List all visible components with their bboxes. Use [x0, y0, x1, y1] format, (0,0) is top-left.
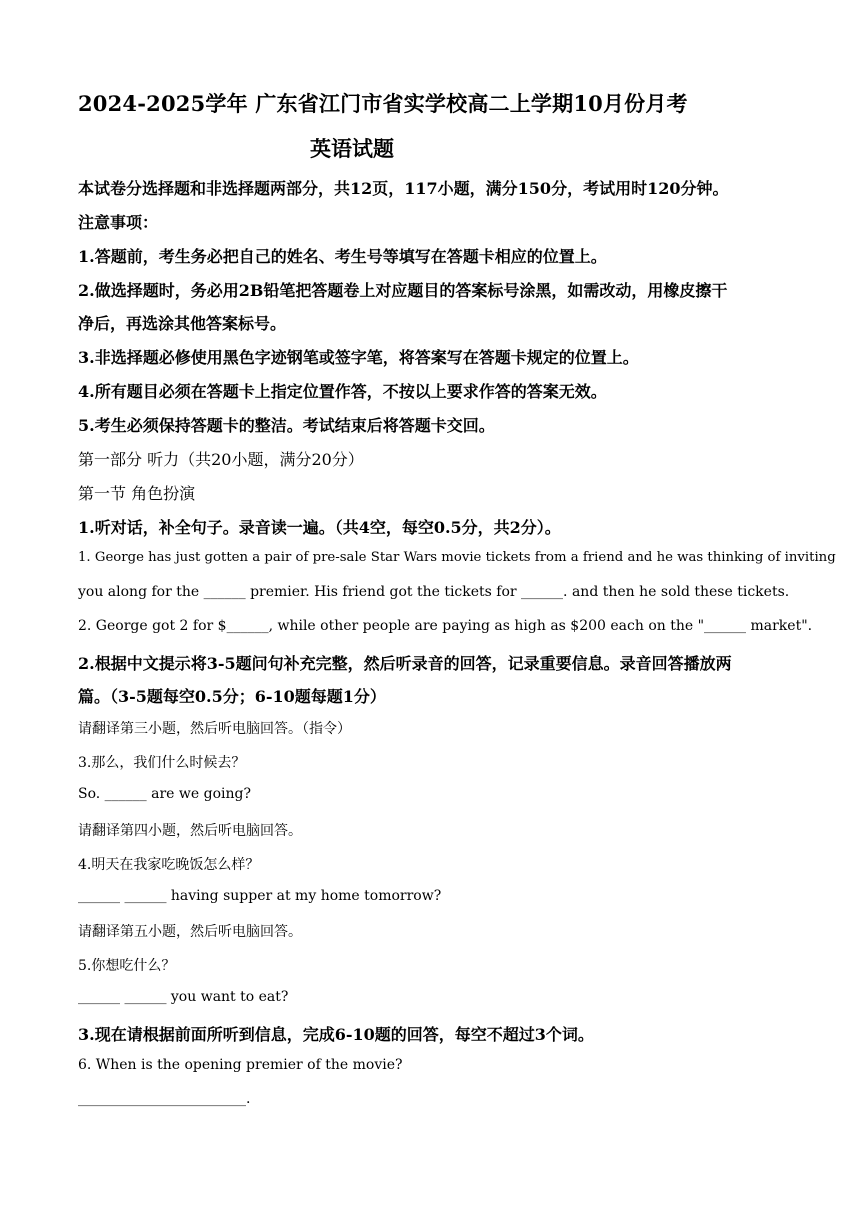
part-heading: 第一部分 听力（共20小题，满分20分） — [78, 450, 364, 469]
question-2-heading-cont: 篇。（3-5题每空0.5分；6-10题每题1分） — [78, 687, 386, 706]
question-6-answer-blank: ________________________. — [78, 1091, 251, 1107]
notice-item-5: 5.考生必须保持答题卡的整洁。考试结束后将答题卡交回。 — [78, 416, 495, 435]
notice-item-1: 1.答题前，考生务必把自己的姓名、考生号等填写在答题卡相应的位置上。 — [78, 247, 607, 266]
notice-item-2: 2.做选择题时，务必用2B铅笔把答题卷上对应题目的答案标号涂黑，如需改动，用橡皮擦干 — [78, 281, 728, 300]
intro-text: 本试卷分选择题和非选择题两部分，共12页，117小题，满分150分，考试用时120分钟。 — [78, 179, 729, 198]
notice-item-4: 4.所有题目必须在答题卡上指定位置作答，不按以上要求作答的答案无效。 — [78, 382, 607, 401]
question-5-blank: ______ ______ you want to eat? — [78, 989, 289, 1005]
question-3-blank: So. ______ are we going? — [78, 786, 251, 802]
instruction-4: 请翻译第四小题，然后听电脑回答。 — [78, 823, 302, 839]
instruction-3: 请翻译第三小题，然后听电脑回答。（指令） — [78, 721, 351, 737]
question-3-heading: 3.现在请根据前面所听到信息，完成6-10题的回答，每空不超过3个词。 — [78, 1025, 594, 1044]
question-5-prompt: 5.你想吃什么？ — [78, 958, 176, 974]
page-title: 2024-2025学年 广东省江门市省实学校高二上学期10月份月考 — [78, 91, 688, 116]
notice-item-2-cont: 净后，再选涂其他答案标号。 — [78, 314, 287, 333]
section-heading: 第一节 角色扮演 — [78, 484, 196, 503]
question-3-prompt: 3.那么，我们什么时候去？ — [78, 755, 246, 771]
question-4-blank: ______ ______ having supper at my home tomorrow? — [78, 888, 442, 904]
page-subtitle: 英语试题 — [310, 136, 394, 161]
notice-item-3: 3.非选择题必修使用黑色字迹钢笔或签字笔，将答案写在答题卡规定的位置上。 — [78, 348, 639, 367]
question-1-item-1: 1. George has just gotten a pair of pre-sale Star Wars movie tickets from a friend and he was thinking of inviting — [78, 550, 836, 565]
question-6-prompt: 6. When is the opening premier of the movie? — [78, 1057, 403, 1073]
question-1-item-2: 2. George got 2 for $______, while other people are paying as high as $200 each on the "______ market". — [78, 618, 813, 634]
question-1-heading: 1.听对话，补全句子。录音读一遍。（共4空，每空0.5分，共2分）。 — [78, 518, 561, 537]
question-1-item-1-cont: you along for the ______ premier. His friend got the tickets for ______. and then he sold these tickets. — [78, 584, 790, 600]
instruction-5: 请翻译第五小题，然后听电脑回答。 — [78, 924, 302, 940]
notice-heading: 注意事项： — [78, 213, 159, 232]
question-2-heading: 2.根据中文提示将3-5题问句补充完整，然后听录音的回答，记录重要信息。录音回答播放两 — [78, 654, 732, 673]
question-4-prompt: 4.明天在我家吃晚饭怎么样？ — [78, 857, 260, 873]
